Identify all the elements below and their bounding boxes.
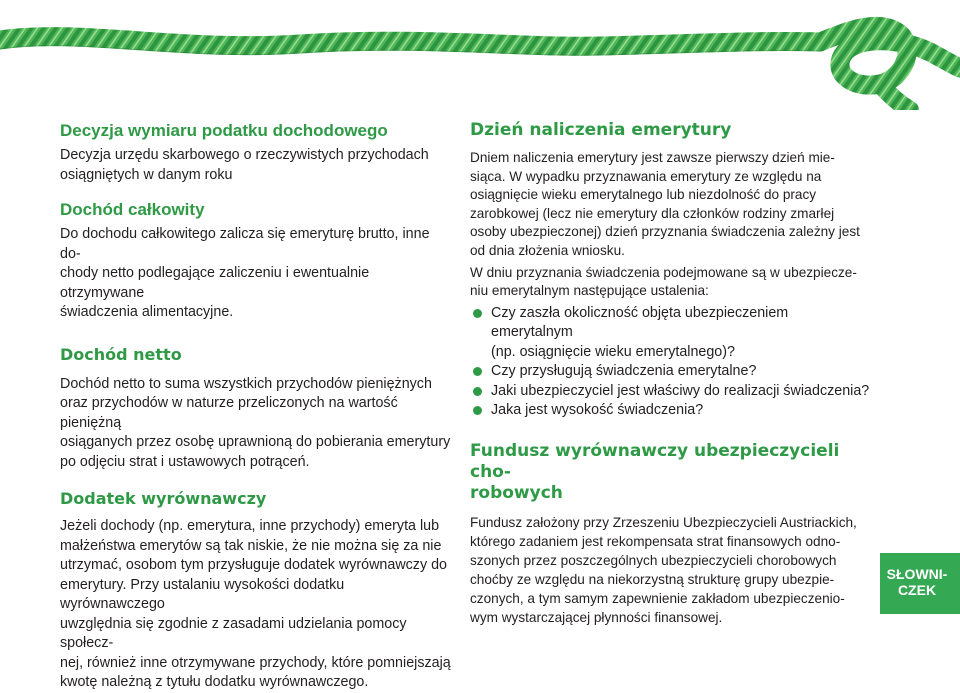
text-line: emerytury. Przy ustalaniu wysokości dodatku wyrównawczego	[60, 576, 345, 612]
body-decyzja	[60, 146, 452, 185]
text-line: szonych przez poszczególnych ubezpieczycieli chorobowych	[470, 552, 837, 568]
text-line: chody netto podlegające zaliczeniu i ewentualnie otrzymywane	[60, 265, 370, 301]
text-line: kwotę należną z tytułu dodatku wyrównawczego.	[60, 674, 369, 690]
text-line: Czy zaszła okoliczność objęta ubezpieczeniem emerytalnym	[491, 304, 789, 341]
body-dzien-naliczenia	[470, 149, 870, 261]
list-item	[470, 304, 870, 363]
text-line: od dnia złożenia wniosku.	[470, 242, 625, 258]
section-dodatek-wyrownawczy	[60, 488, 452, 693]
heading-dodatek-wyrownawczy: Dodatek wyrównawczy	[60, 489, 267, 508]
text-line: (np. osiągnięcie wieku emerytalnego)?	[491, 343, 735, 360]
left-column	[60, 120, 452, 693]
bullet-icon	[473, 367, 482, 376]
text-line: nej, również inne otrzymywane przychody, które pomniejszają	[60, 654, 451, 671]
text-line: oraz przychodów w naturze przeliczonych na wartość pieniężną	[60, 395, 398, 431]
text-line: Fundusz założony przy Zrzeszeniu Ubezpieczycieli Austriackich,	[470, 514, 857, 530]
text-line: osiągniętych w danym roku	[60, 166, 233, 183]
heading-line: Fundusz wyrównawczy ubezpieczycieli cho-	[470, 440, 840, 482]
section-decyzja	[60, 120, 452, 185]
right-column	[470, 120, 870, 627]
text-line: niu emerytalnym następujące ustalenia:	[470, 283, 709, 299]
section-dochod-calkowity	[60, 199, 452, 323]
list-item	[470, 362, 870, 382]
tab-label-line: CZEK	[897, 582, 937, 598]
text-line: wym wystarczającej płynności finansowej.	[470, 609, 723, 625]
tab-label-line: SŁOWNI-	[886, 566, 948, 582]
slowniczek-tab[interactable]	[880, 553, 960, 614]
body-dochod-calkowity	[60, 225, 452, 323]
text-line: choćby ze względu na niekorzystną strukturę grupy ubezpie-	[470, 571, 835, 587]
text-line: po odjęciu strat i ustawowych potrąceń.	[60, 453, 310, 470]
body-dochod-netto	[60, 375, 452, 473]
text-line: zarobkowej (lecz nie emerytury dla członków rodziny zmarłej	[470, 205, 835, 221]
section-fundusz	[470, 441, 870, 627]
text-line: Jaki ubezpieczyciel jest właściwy do realizacji świadczenia?	[491, 382, 870, 399]
text-line: Jeżeli dochody (np. emerytura, inne przychody) emeryta lub	[60, 518, 440, 534]
text-line: Do dochodu całkowitego zalicza się emeryturę brutto, inne do-	[60, 226, 430, 262]
bullet-icon	[473, 387, 482, 396]
text-line: czonych, a tym samym zapewnienie zakładom ubezpieczenio-	[470, 590, 845, 606]
tab-label	[880, 553, 960, 598]
text-line: utrzymać, osobom tym przysługuje dodatek wyrównawczy do	[60, 557, 447, 573]
bullet-icon	[473, 309, 482, 318]
list-item	[470, 401, 870, 421]
text-line: świadczenia alimentacyjne.	[60, 304, 234, 320]
text-line: małżeństwa emerytów są tak niskie, że nie można się za nie	[60, 537, 442, 554]
text-line: Jaka jest wysokość świadczenia?	[491, 402, 704, 419]
list-item	[470, 382, 870, 402]
heading-decyzja: Decyzja wymiaru podatku dochodowego	[60, 121, 388, 140]
section-dochod-netto	[60, 344, 452, 473]
heading-fundusz	[470, 441, 870, 504]
text-line: siąca. W wypadku przyznawania emerytury ze względu na	[470, 168, 822, 184]
text-line: W dniu przyznania świadczenia podejmowane są w ubezpiecze-	[470, 264, 857, 280]
body-dodatek-wyrownawczy	[60, 517, 452, 693]
heading-line: robowych	[470, 482, 563, 503]
body-fundusz	[470, 513, 870, 627]
text-line: osiąganych przez osobę uprawnioną do pobierania emerytury	[60, 434, 451, 450]
rope-decoration	[0, 0, 960, 110]
heading-dochod-calkowity: Dochód całkowity	[60, 200, 205, 219]
bullet-icon	[473, 406, 482, 415]
text-line: Decyzja urzędu skarbowego o rzeczywistych przychodach	[60, 147, 429, 163]
bullet-list	[470, 304, 870, 421]
text-line: uwzględnia się zgodnie z zasadami udzielania pomocy społecz-	[60, 615, 407, 651]
text-line: Dniem naliczenia emerytury jest zawsze pierwszy dzień mie-	[470, 150, 835, 165]
text-line: Dochód netto to suma wszystkich przychodów pieniężnych	[60, 375, 432, 392]
text-line: osiągnięcie wieku emerytalnego lub niezdolność do pracy	[470, 187, 817, 203]
text-line: którego zadaniem jest rekompensata strat finansowych odno-	[470, 533, 841, 549]
heading-dzien-naliczenia: Dzień naliczenia emerytury	[470, 120, 732, 140]
body-ustalenia	[470, 264, 870, 301]
text-line: osoby ubezpieczonej) dzień przyznania świadczenia zależny jest	[470, 224, 860, 240]
text-line: Czy przysługują świadczenia emerytalne?	[491, 363, 757, 380]
section-dzien-naliczenia	[470, 120, 870, 421]
heading-dochod-netto: Dochód netto	[60, 344, 182, 364]
